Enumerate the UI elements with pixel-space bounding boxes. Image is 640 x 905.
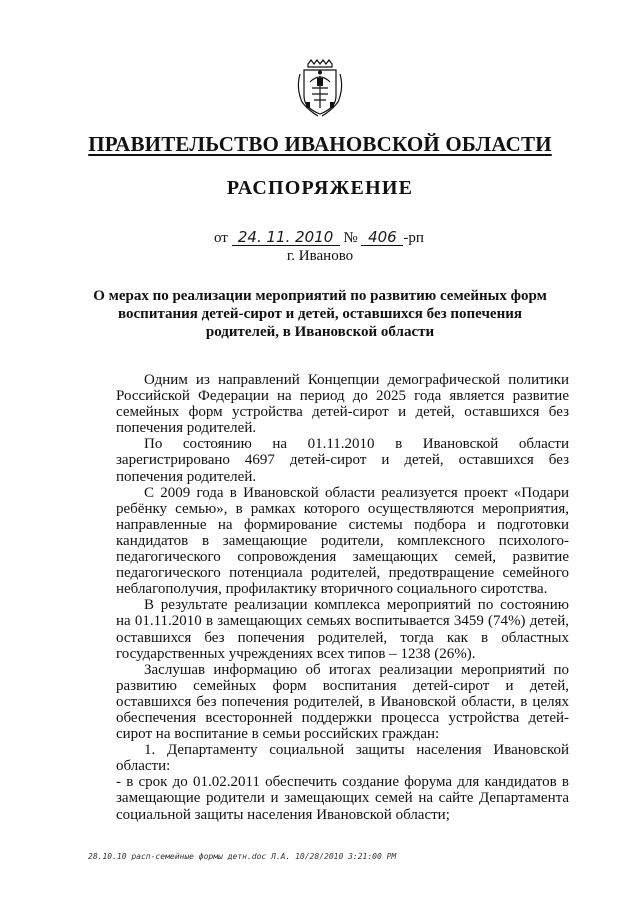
city: г. Иваново [286, 248, 354, 264]
paragraph: По состоянию на 01.11.2010 в Ивановской области зарегистрировано 4697 детей-сирот и детей, оставшихся без попечения родителей. [116, 436, 569, 485]
document-type: РАСПОРЯЖЕНИЕ [226, 177, 414, 199]
handwritten-number: 406 [361, 230, 403, 246]
date-number-line [214, 230, 424, 247]
paragraph: В результате реализации комплекса мероприятий по состоянию на 01.11.2010 в замещающих семьях воспитывается 3459 (74%) детей, оставшихся без попечения родителей, тогда как в областных государственных учреждениях всех типов – 1238 (26%). [116, 597, 569, 662]
paragraph-item-1-1: - в срок до 01.02.2011 обеспечить создание форума для кандидатов в замещающие родители и замещающих семей на сайте Департамента социальной защиты населения Ивановской области; [116, 774, 569, 823]
date-prefix: от [214, 230, 228, 246]
handwritten-date: 24. 11. 2010 [232, 230, 340, 246]
paragraph-item-1: 1. Департаменту социальной защиты населения Ивановской области: [116, 742, 569, 775]
number-prefix: № [343, 230, 358, 246]
document-body [116, 372, 569, 823]
coat-of-arms-icon [294, 58, 346, 120]
paragraph: Одним из направлений Концепции демографической политики Российской Федерации на период до 2025 года является развитие семейных форм устройства детей-сирот и детей, оставшихся без попечения родителей. [116, 372, 569, 437]
file-footer: 28.10.10 расп-семейные формы детн.doc Л.А. 10/28/2010 3:21:00 PM [88, 852, 397, 861]
document-subject: О мерах по реализации мероприятий по развитию семейных форм воспитания детей-сирот и детей, оставшихся без попечения родителей, в Ивановской области [93, 288, 547, 340]
number-suffix: -рп [403, 230, 424, 246]
paragraph: С 2009 года в Ивановской области реализуется проект «Подари ребёнку семью», в рамках которого осуществляются мероприятия, направленные на формирование системы подбора и подготовки кандидатов в замещающие родители, комплексного психолого-педагогического сопровождения замещающих семей, развитие педагогического потенциала родителей, предотвращение семейного неблагополучия, профилактику вторичного социального сиротства. [116, 484, 569, 598]
paragraph: Заслушав информацию об итогах реализации мероприятий по развитию семейных форм воспитания детей-сирот и детей, оставшихся без попечения родителей, в Ивановской области, в целях обеспечения всесторонней поддержки процесса устройства детей-сирот на воспитание в семьи российских граждан: [116, 661, 569, 743]
government-title: ПРАВИТЕЛЬСТВО ИВАНОВСКОЙ ОБЛАСТИ [88, 132, 552, 156]
